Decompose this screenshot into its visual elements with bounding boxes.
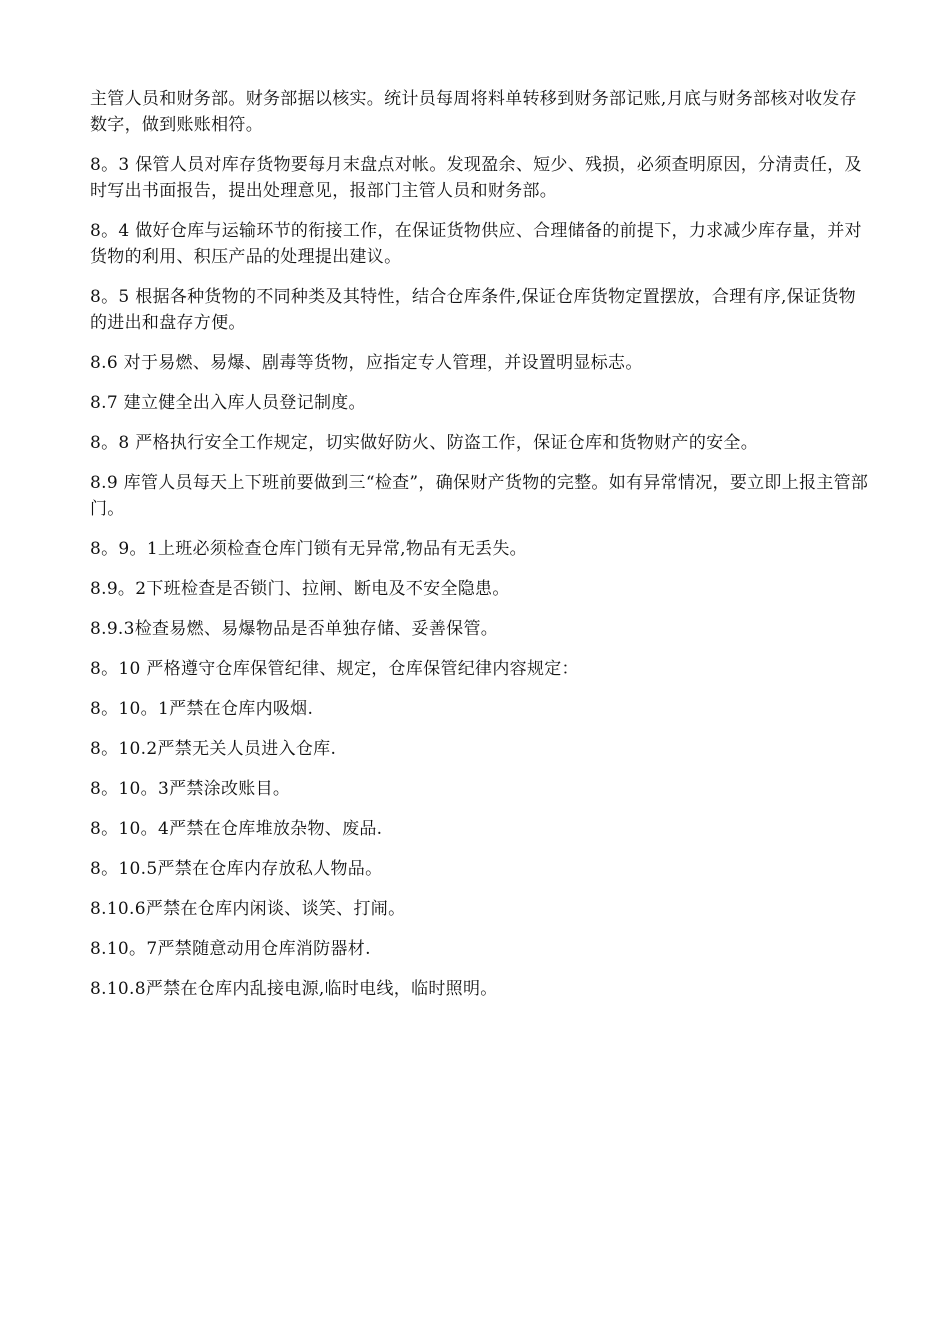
paragraph-8-10-1: 8。10。1严禁在仓库内吸烟. <box>90 699 314 719</box>
paragraph-8-8: 8。8 严格执行安全工作规定，切实做好防火、防盗工作，保证仓库和货物财产的安全。 <box>90 433 759 453</box>
paragraph-8-5: 8。5 根据各种货物的不同种类及其特性，结合仓库条件,保证仓库货物定置摆放，合理有序,保证货物的进出和盘存方便。 <box>90 287 856 333</box>
paragraph-8-9-3: 8.9.3检查易燃、易爆物品是否单独存储、妥善保管。 <box>90 619 499 639</box>
paragraph-8-10-7: 8.10。7严禁随意动用仓库消防器材. <box>90 939 371 959</box>
paragraph-8-10-8: 8.10.8严禁在仓库内乱接电源,临时电线，临时照明。 <box>90 979 498 999</box>
paragraph-8-10-4: 8。10。4严禁在仓库堆放杂物、废品. <box>90 819 383 839</box>
paragraph-8-6: 8.6 对于易燃、易爆、剧毒等货物，应指定专人管理，并设置明显标志。 <box>90 353 643 373</box>
paragraph-8-7: 8.7 建立健全出入库人员登记制度。 <box>90 393 366 413</box>
paragraph-8-10-3: 8。10。3严禁涂改账目。 <box>90 779 291 799</box>
paragraph-8-10: 8。10 严格遵守仓库保管纪律、规定，仓库保管纪律内容规定： <box>90 659 579 679</box>
paragraph-8-9: 8.9 库管人员每天上下班前要做到三“检查”，确保财产货物的完整。如有异常情况，要立即上报主管部门。 <box>90 473 869 519</box>
paragraph-continuation: 主管人员和财务部。财务部据以核实。统计员每周将料单转移到财务部记账,月底与财务部核对收发存数字，做到账账相符。 <box>90 89 857 135</box>
document-body <box>90 86 870 1016</box>
paragraph-8-4: 8。4 做好仓库与运输环节的衔接工作，在保证货物供应、合理储备的前提下，力求减少库存量，并对货物的利用、积压产品的处理提出建议。 <box>90 221 862 267</box>
paragraph-8-10-6: 8.10.6严禁在仓库内闲谈、谈笑、打闹。 <box>90 899 406 919</box>
paragraph-8-10-5: 8。10.5严禁在仓库内存放私人物品。 <box>90 859 383 879</box>
paragraph-8-10-2: 8。10.2严禁无关人员进入仓库. <box>90 739 337 759</box>
paragraph-8-3: 8。3 保管人员对库存货物要每月末盘点对帐。发现盈余、短少、残损，必须查明原因，分清责任，及时写出书面报告，提出处理意见，报部门主管人员和财务部。 <box>90 155 862 201</box>
paragraph-8-9-2: 8.9。2下班检查是否锁门、拉闸、断电及不安全隐患。 <box>90 579 510 599</box>
paragraph-8-9-1: 8。9。1上班必须检查仓库门锁有无异常,物品有无丢失。 <box>90 539 527 559</box>
